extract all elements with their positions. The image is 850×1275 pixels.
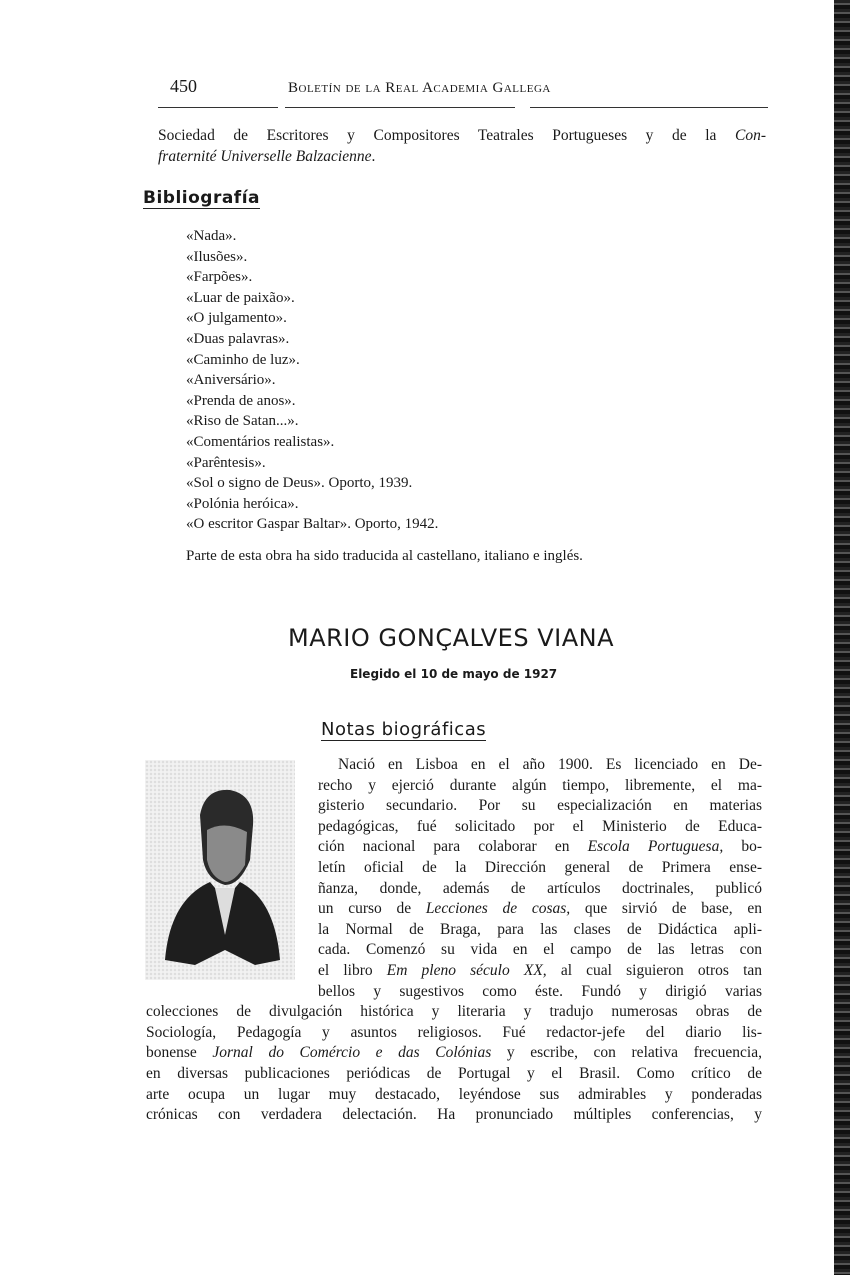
header-rule [285,107,515,108]
bibliography-item: «Sol o signo de Deus». Oporto, 1939. [186,475,413,492]
header-rule [158,107,278,108]
biography-line: Sociología, Pedagogía y asuntos religiosos. Fué redactor-jefe del diario lis- [146,1023,762,1041]
bibliography-item: «Comentários realistas». [186,434,335,450]
member-name: MARIO GONÇALVES VIANA [288,624,614,652]
intro-line: Sociedad de Escritores y Compositores Teatrales Portugueses y de la Con- [158,127,766,144]
bibliography-item: «Prenda de anos». [186,392,296,409]
election-date: Elegido el 10 de mayo de 1927 [350,667,558,681]
bibliography-item: «Parêntesis». [186,454,266,471]
intro-line: fraternité Universelle Balzacienne. [158,148,376,165]
biography-line: letín oficial de la Dirección general de Primera ense- [318,859,762,876]
translation-note: Parte de esta obra ha sido traducida al castellano, italiano e inglés. [186,548,583,564]
bibliography-item: «Luar de paixão». [186,289,295,306]
header-rule [530,107,768,108]
biography-line: arte ocupa un lugar muy destacado, leyéndose sus admirables y ponderadas [146,1085,762,1103]
biography-line: pedagógicas, fué solicitado por el Ministerio de Educa- [318,817,762,835]
biography-line: ción nacional para colaborar en Escola Portuguesa, bo- [318,838,763,856]
scan-edge [834,0,850,1275]
biography-line: en diversas publicaciones periódicas de Portugal y el Brasil. Como crítico de [146,1065,762,1082]
bibliography-item: «Riso de Satan...». [186,413,299,430]
biography-line: bonense Jornal do Comércio e das Colónias y escribe, con relativa frecuencia, [146,1044,762,1062]
bibliography-item: «Nada». [186,228,237,244]
bibliography-item: «Aniversário». [186,372,276,389]
biography-line: Nació en Lisboa en el año 1900. Es licenciado en De- [338,756,762,773]
biography-line: cada. Comenzó su vida en el campo de las letras con [318,941,762,959]
biography-line: crónicas con verdadera delectación. Ha pronunciado múltiples conferencias, y [146,1106,762,1124]
bibliography-item: «Duas palavras». [186,331,290,347]
running-header: Boletín de la Real Academia Gallega [288,80,551,96]
biography-line: bellos y sugestivos como éste. Fundó y dirigió varias [318,982,762,1000]
page-number: 450 [170,76,197,96]
portrait-silhouette-icon [145,760,295,980]
bibliography-item: «Ilusões». [186,248,248,265]
biography-line: recho y ejerció durante algún tiempo, libremente, el ma- [318,776,762,794]
biography-line: colecciones de divulgación histórica y literaria y tradujo numerosas obras de [146,1003,762,1021]
bibliography-item: «O julgamento». [186,310,287,327]
bibliography-item: «Caminho de luz». [186,351,300,368]
biography-line: el libro Em pleno século XX, al cual siguieron otros tan [318,962,763,979]
portrait-photo [145,760,295,980]
bibliography-item: «O escritor Gaspar Baltar». Oporto, 1942. [186,516,439,533]
biography-line: un curso de Lecciones de cosas, que sirvió de base, en [318,900,762,918]
bibliography-item: «Polónia heróica». [186,495,299,512]
bibliography-heading: Bibliografía [143,188,261,208]
biography-line: gisterio secundario. Por su especialización en materias [318,797,762,815]
bibliography-item: «Farpões». [186,269,253,286]
biography-line: la Normal de Braga, para las clases de Didáctica apli- [318,920,762,938]
biography-line: ñanza, donde, además de artículos doctrinales, publicó [318,879,762,897]
biography-heading: Notas biográficas [321,719,487,740]
